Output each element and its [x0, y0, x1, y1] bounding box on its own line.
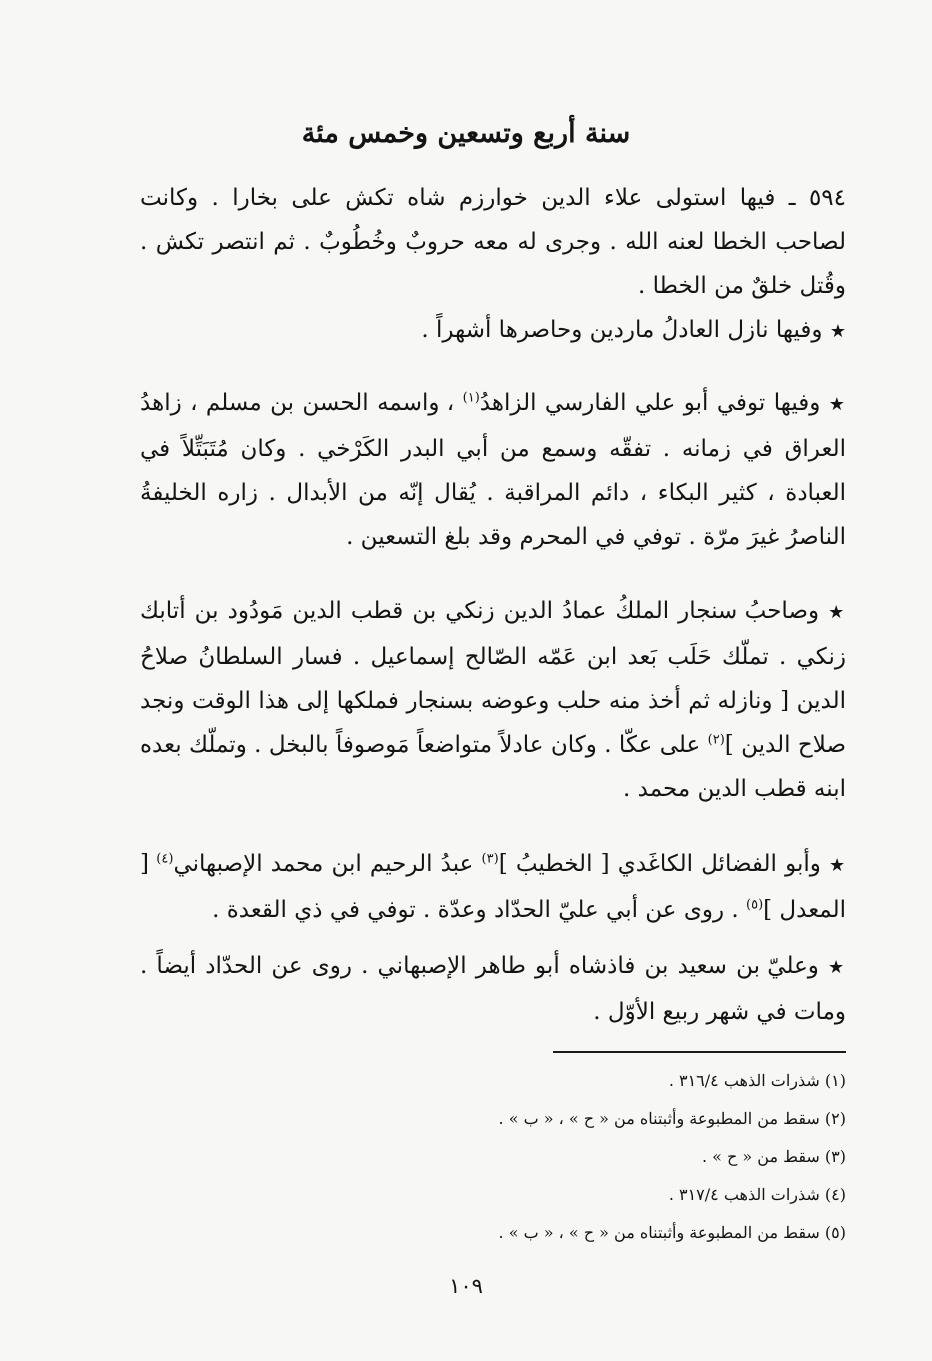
page-number: ١٠٩: [449, 1274, 483, 1298]
paragraph-adil-mardin: [140, 308, 846, 354]
paragraph-abu-al-fadail-text-a: وأبو الفضائل الكاغَدي [ الخطيبُ ]: [498, 851, 821, 877]
star-marker-icon: ★: [829, 321, 846, 342]
paragraph-adil-mardin-text: وفيها نازل العادلُ ماردين وحاصرها أشهراً .: [421, 317, 823, 343]
footnote-divider: [553, 1051, 846, 1053]
footnotes-list: [300, 1062, 846, 1252]
paragraph-sinjar-zanki-text-a: وصاحبُ سنجار الملكُ عمادُ الدين زنكي بن قطب الدين مَودُود بن أتابك زنكي . تملّك حَلَب بَعد ابن عَمّه الصّالح إسماعيل . فسار السلطانُ صلاحُ الدين [ ونازله ثم أخذ منه حلب وعوضه بسنجار فملكها إلى هذا الوقت ونجد صلاح الدين ]: [140, 598, 847, 758]
paragraph-abu-al-fadail: [140, 842, 846, 932]
paragraph-abu-ali-farisi-text-b: ، واسمه الحسن بن مسلم ، زاهدُ العراق في زمانه . تفقّه وسمع من أبي البدر الكَرْخي . وكان مُتَبَتِّلاً في العبادة ، كثير البكاء ، دائم المراقبة . يُقال إنّه من الأبدال . زاره الخليفةُ الناصرُ غيرَ مرّة . توفي في المحرم وقد بلغ التسعين .: [140, 390, 846, 550]
footnote-5: (٥) سقط من المطبوعة وأثبتناه من « ح » ، « ب » .: [498, 1223, 846, 1242]
paragraph-ali-ibn-said-text: وعليّ بن سعيد بن فاذشاه أبو طاهر الإصبهاني . روى عن الحدّاد أيضاً . ومات في شهر ربيع الأوّل .: [140, 953, 846, 1025]
footnote-4: (٤) شذرات الذهب ٣١٧/٤ .: [668, 1185, 846, 1204]
footnote-ref-4[interactable]: (٤): [156, 851, 174, 867]
paragraph-abu-al-fadail-text-c: [ المعدل ]: [140, 851, 846, 923]
star-marker-icon: ★: [829, 855, 847, 876]
paragraph-abu-al-fadail-text-d: . روى عن أبي عليّ الحدّاد وعدّة . توفي في ذي القعدة .: [212, 897, 739, 923]
footnote-ref-1[interactable]: (١): [462, 390, 480, 406]
footnote-2: (٢) سقط من المطبوعة وأثبتناه من « ح » ، « ب » .: [498, 1109, 846, 1128]
star-marker-icon: ★: [828, 957, 846, 978]
footnote-ref-3[interactable]: (٣): [481, 851, 499, 867]
paragraph-594-text: ٥٩٤ ـ فيها استولى علاء الدين خوارزم شاه تكش على بخارا . وكانت لصاحب الخطا لعنه الله . وجرى له معه حروبٌ وخُطُوبٌ . ثم انتصر تكش . وقُتل خلقٌ من الخطا .: [140, 185, 846, 299]
paragraph-sinjar-zanki: [140, 589, 846, 811]
paragraph-abu-al-fadail-text-b: عبدُ الرحيم ابن محمد الإصبهاني: [173, 851, 474, 877]
paragraph-sinjar-zanki-text-b: على عكّا . وكان عادلاً متواضعاً مَوصوفاً بالبخل . وتملّك بعده ابنه قطب الدين محمد .: [140, 732, 846, 802]
footnote-1: (١) شذرات الذهب ٣١٦/٤ .: [668, 1071, 846, 1090]
star-marker-icon: ★: [828, 394, 847, 415]
paragraph-abu-ali-farisi: [140, 381, 846, 559]
paragraph-abu-ali-farisi-text-a: وفيها توفي أبو علي الفارسي الزاهدُ: [479, 390, 821, 416]
paragraph-ali-ibn-said: [140, 944, 846, 1034]
chapter-title: سنة أربع وتسعين وخمس مئة: [301, 118, 631, 149]
star-marker-icon: ★: [828, 602, 847, 623]
footnote-3: (٣) سقط من « ح » .: [701, 1147, 846, 1166]
paragraph-594: [140, 176, 846, 308]
footnote-ref-5[interactable]: (٥): [746, 897, 764, 913]
footnote-ref-2[interactable]: (٢): [707, 732, 725, 748]
